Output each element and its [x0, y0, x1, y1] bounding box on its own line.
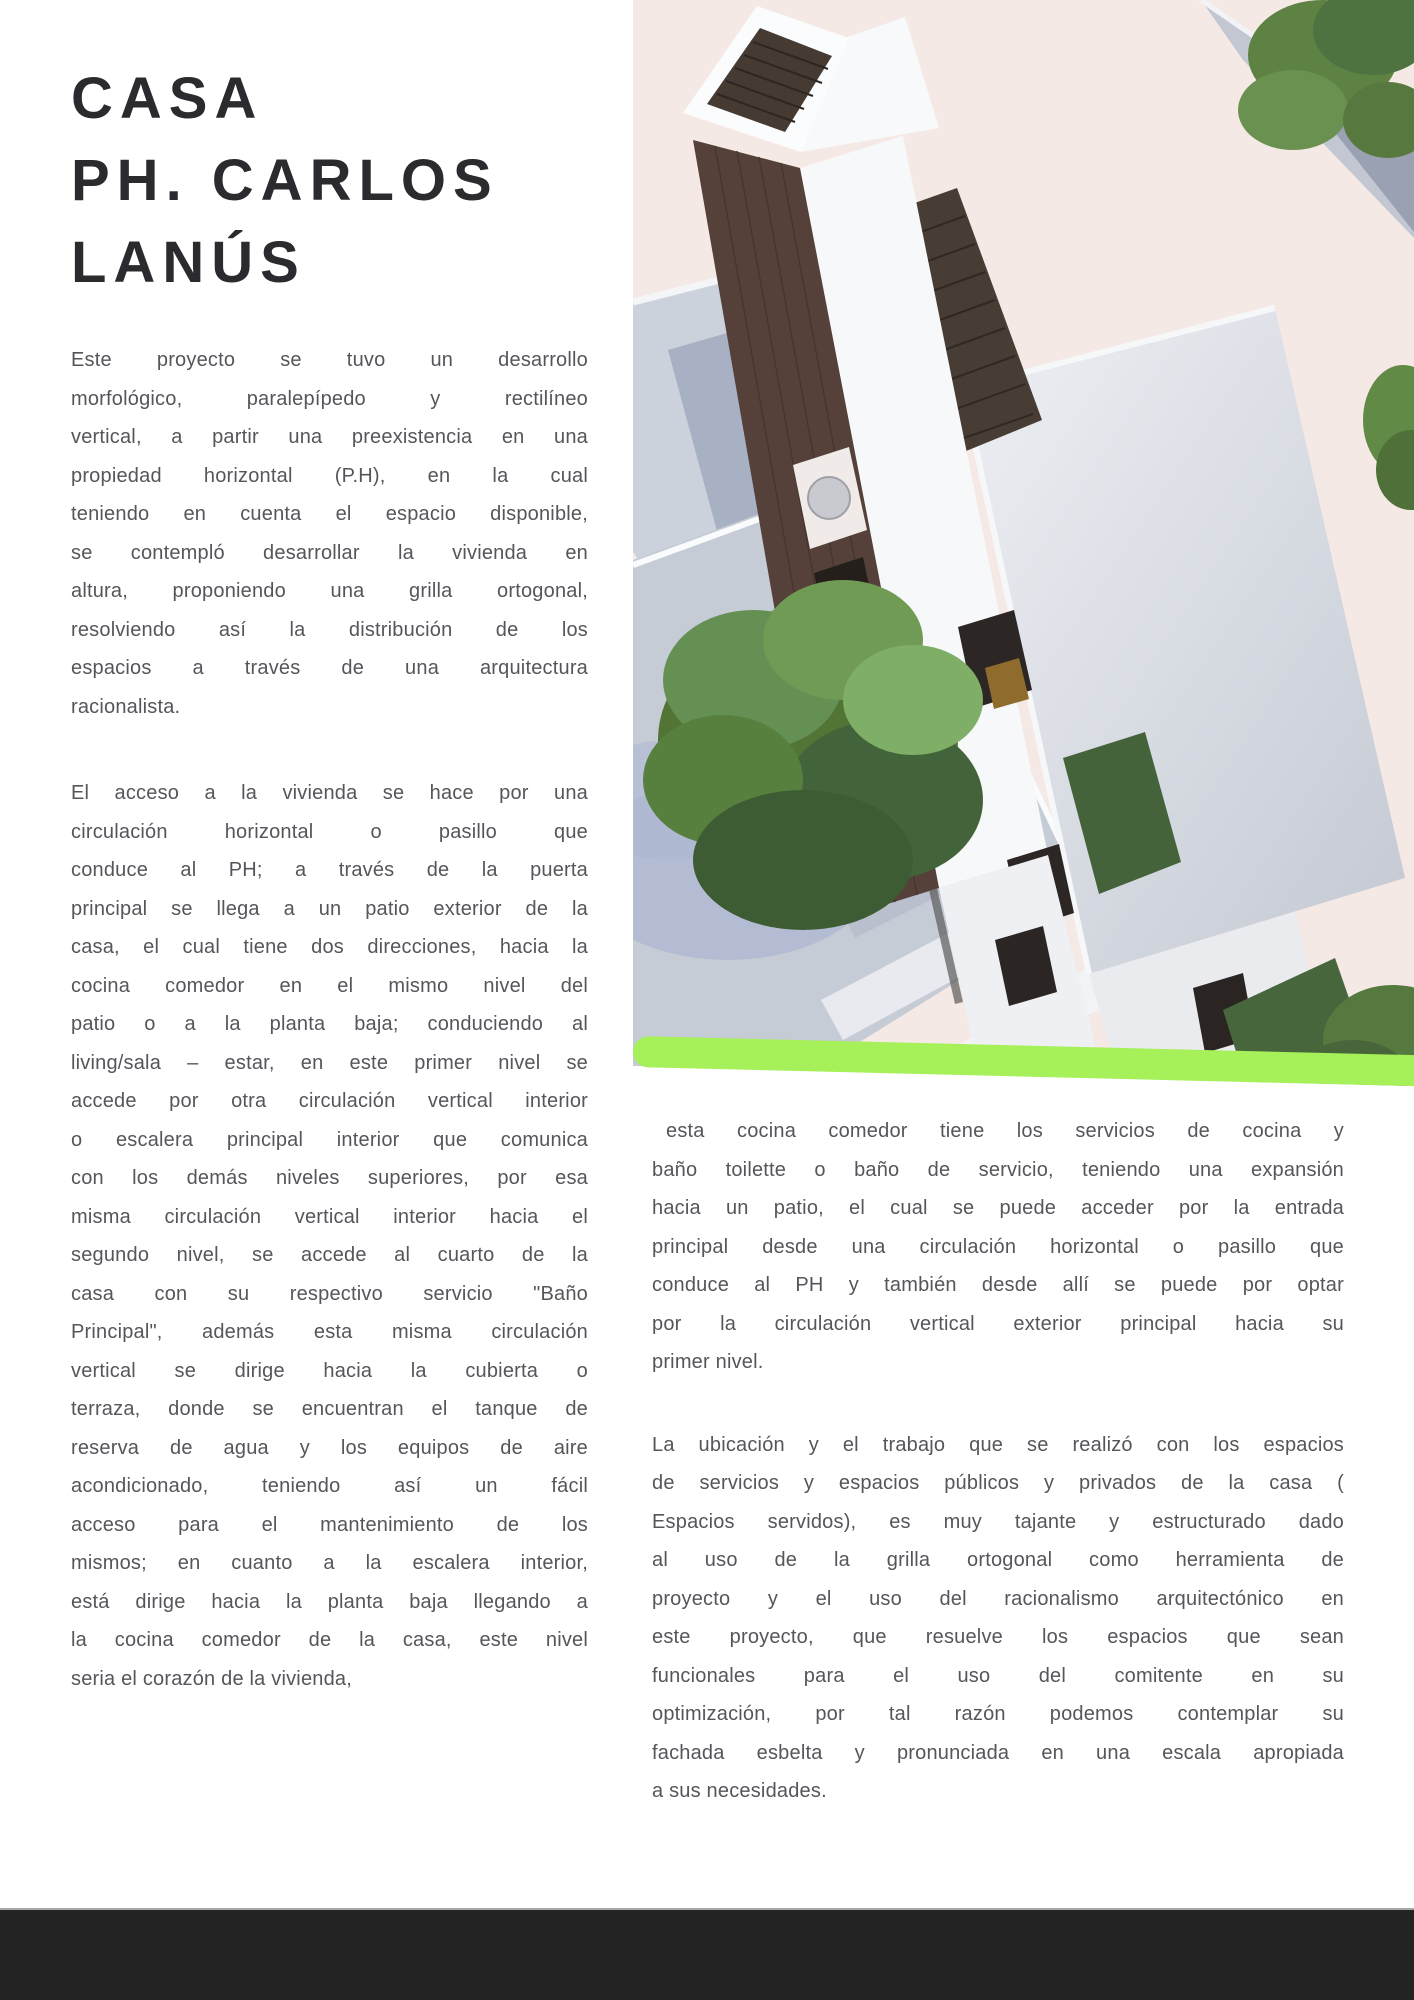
text-line: altura, proponiendo una grilla ortogonal, — [71, 580, 588, 602]
text-line: con los demás niveles superiores, por esa — [71, 1167, 588, 1189]
title-line-2: PH. CARLOS — [71, 148, 499, 213]
text-line: conduce al PH y también desde allí se puede por optar — [652, 1274, 1344, 1296]
text-line: la cocina comedor de la casa, este nivel — [71, 1629, 588, 1651]
text-line: seria el corazón de la vivienda, — [71, 1667, 352, 1690]
text-line: optimización, por tal razón podemos contemplar su — [652, 1703, 1344, 1725]
right-column — [652, 1112, 1344, 1811]
text-line: terraza, donde se encuentran el tanque de — [71, 1398, 588, 1420]
text-line: se contempló desarrollar la vivienda en — [71, 541, 588, 564]
text-line: circulación horizontal o pasillo que — [71, 820, 588, 843]
text-line: segundo nivel, se accede al cuarto de la — [71, 1244, 588, 1266]
text-line: por la circulación vertical exterior principal hacia su — [652, 1312, 1344, 1335]
text-line: teniendo en cuenta el espacio disponible, — [71, 503, 588, 525]
text-line: racionalista. — [71, 695, 181, 718]
render-canvas — [633, 0, 1414, 1090]
text-line: Principal", además esta misma circulación — [71, 1321, 588, 1343]
left-column — [71, 58, 588, 1698]
text-line: principal desde una circulación horizontal o pasillo que — [652, 1235, 1344, 1258]
text-line: espacios a través de una arquitectura — [71, 657, 588, 679]
text-line: vertical se dirige hacia la cubierta o — [71, 1359, 588, 1382]
text-line: vertical, a partir una preexistencia en una — [71, 426, 588, 448]
text-line: fachada esbelta y pronunciada en una escala apropiada — [652, 1741, 1344, 1764]
text-line: acondicionado, teniendo así un fácil — [71, 1475, 588, 1497]
text-line: acceso para el mantenimiento de los — [71, 1513, 588, 1536]
text-line: El acceso a la vivienda se hace por una — [71, 782, 588, 804]
text-line: de servicios y espacios públicos y privados de la casa ( — [652, 1472, 1344, 1494]
text-line: baño toilette o baño de servicio, teniendo una expansión — [652, 1158, 1344, 1181]
text-line: living/sala – estar, en este primer nivel se — [71, 1051, 588, 1074]
text-line: reserva de agua y los equipos de aire — [71, 1436, 588, 1459]
intro-paragraph — [71, 341, 588, 726]
text-line: al uso de la grilla ortogonal como herramienta de — [652, 1549, 1344, 1571]
text-line: este proyecto, que resuelve los espacios que sean — [652, 1626, 1344, 1648]
text-line: resolviendo así la distribución de los — [71, 618, 588, 641]
text-line: casa, el cual tiene dos direcciones, hacia la — [71, 936, 588, 958]
text-line: esta cocina comedor tiene los servicios de cocina y — [666, 1120, 1344, 1142]
footer-bar — [0, 1908, 1414, 2000]
text-line: La ubicación y el trabajo que se realizó con los espacios — [652, 1433, 1344, 1456]
kitchen-paragraph — [652, 1112, 1344, 1382]
title-line-3: LANÚS — [71, 230, 306, 295]
text-line: funcionales para el uso del comitente en su — [652, 1664, 1344, 1687]
text-line: o escalera principal interior que comunica — [71, 1128, 588, 1151]
text-line: proyecto y el uso del racionalismo arquitectónico en — [652, 1587, 1344, 1610]
architecture-render-image — [633, 0, 1414, 1090]
page-title — [71, 58, 588, 304]
text-line: casa con su respectivo servicio "Baño — [71, 1282, 588, 1305]
text-line: principal se llega a un patio exterior de la — [71, 897, 588, 920]
title-line-1: CASA — [71, 66, 264, 131]
text-line: mismos; en cuanto a la escalera interior, — [71, 1552, 588, 1574]
location-paragraph — [652, 1426, 1344, 1811]
text-line: primer nivel. — [652, 1351, 764, 1373]
text-line: cocina comedor en el mismo nivel del — [71, 974, 588, 997]
text-line: Espacios servidos), es muy tajante y estructurado dado — [652, 1510, 1344, 1533]
text-line: a sus necesidades. — [652, 1780, 827, 1802]
text-line: misma circulación vertical interior hacia el — [71, 1205, 588, 1228]
text-line: patio o a la planta baja; conduciendo al — [71, 1013, 588, 1035]
text-line: conduce al PH; a través de la puerta — [71, 859, 588, 881]
circulation-paragraph — [71, 774, 588, 1698]
text-line: Este proyecto se tuvo un desarrollo — [71, 349, 588, 371]
text-line: morfológico, paralepípedo y rectilíneo — [71, 387, 588, 410]
text-line: propiedad horizontal (P.H), en la cual — [71, 464, 588, 487]
text-line: está dirige hacia la planta baja llegando a — [71, 1590, 588, 1613]
text-line: accede por otra circulación vertical interior — [71, 1090, 588, 1112]
text-line: hacia un patio, el cual se puede acceder por la entrada — [652, 1197, 1344, 1219]
